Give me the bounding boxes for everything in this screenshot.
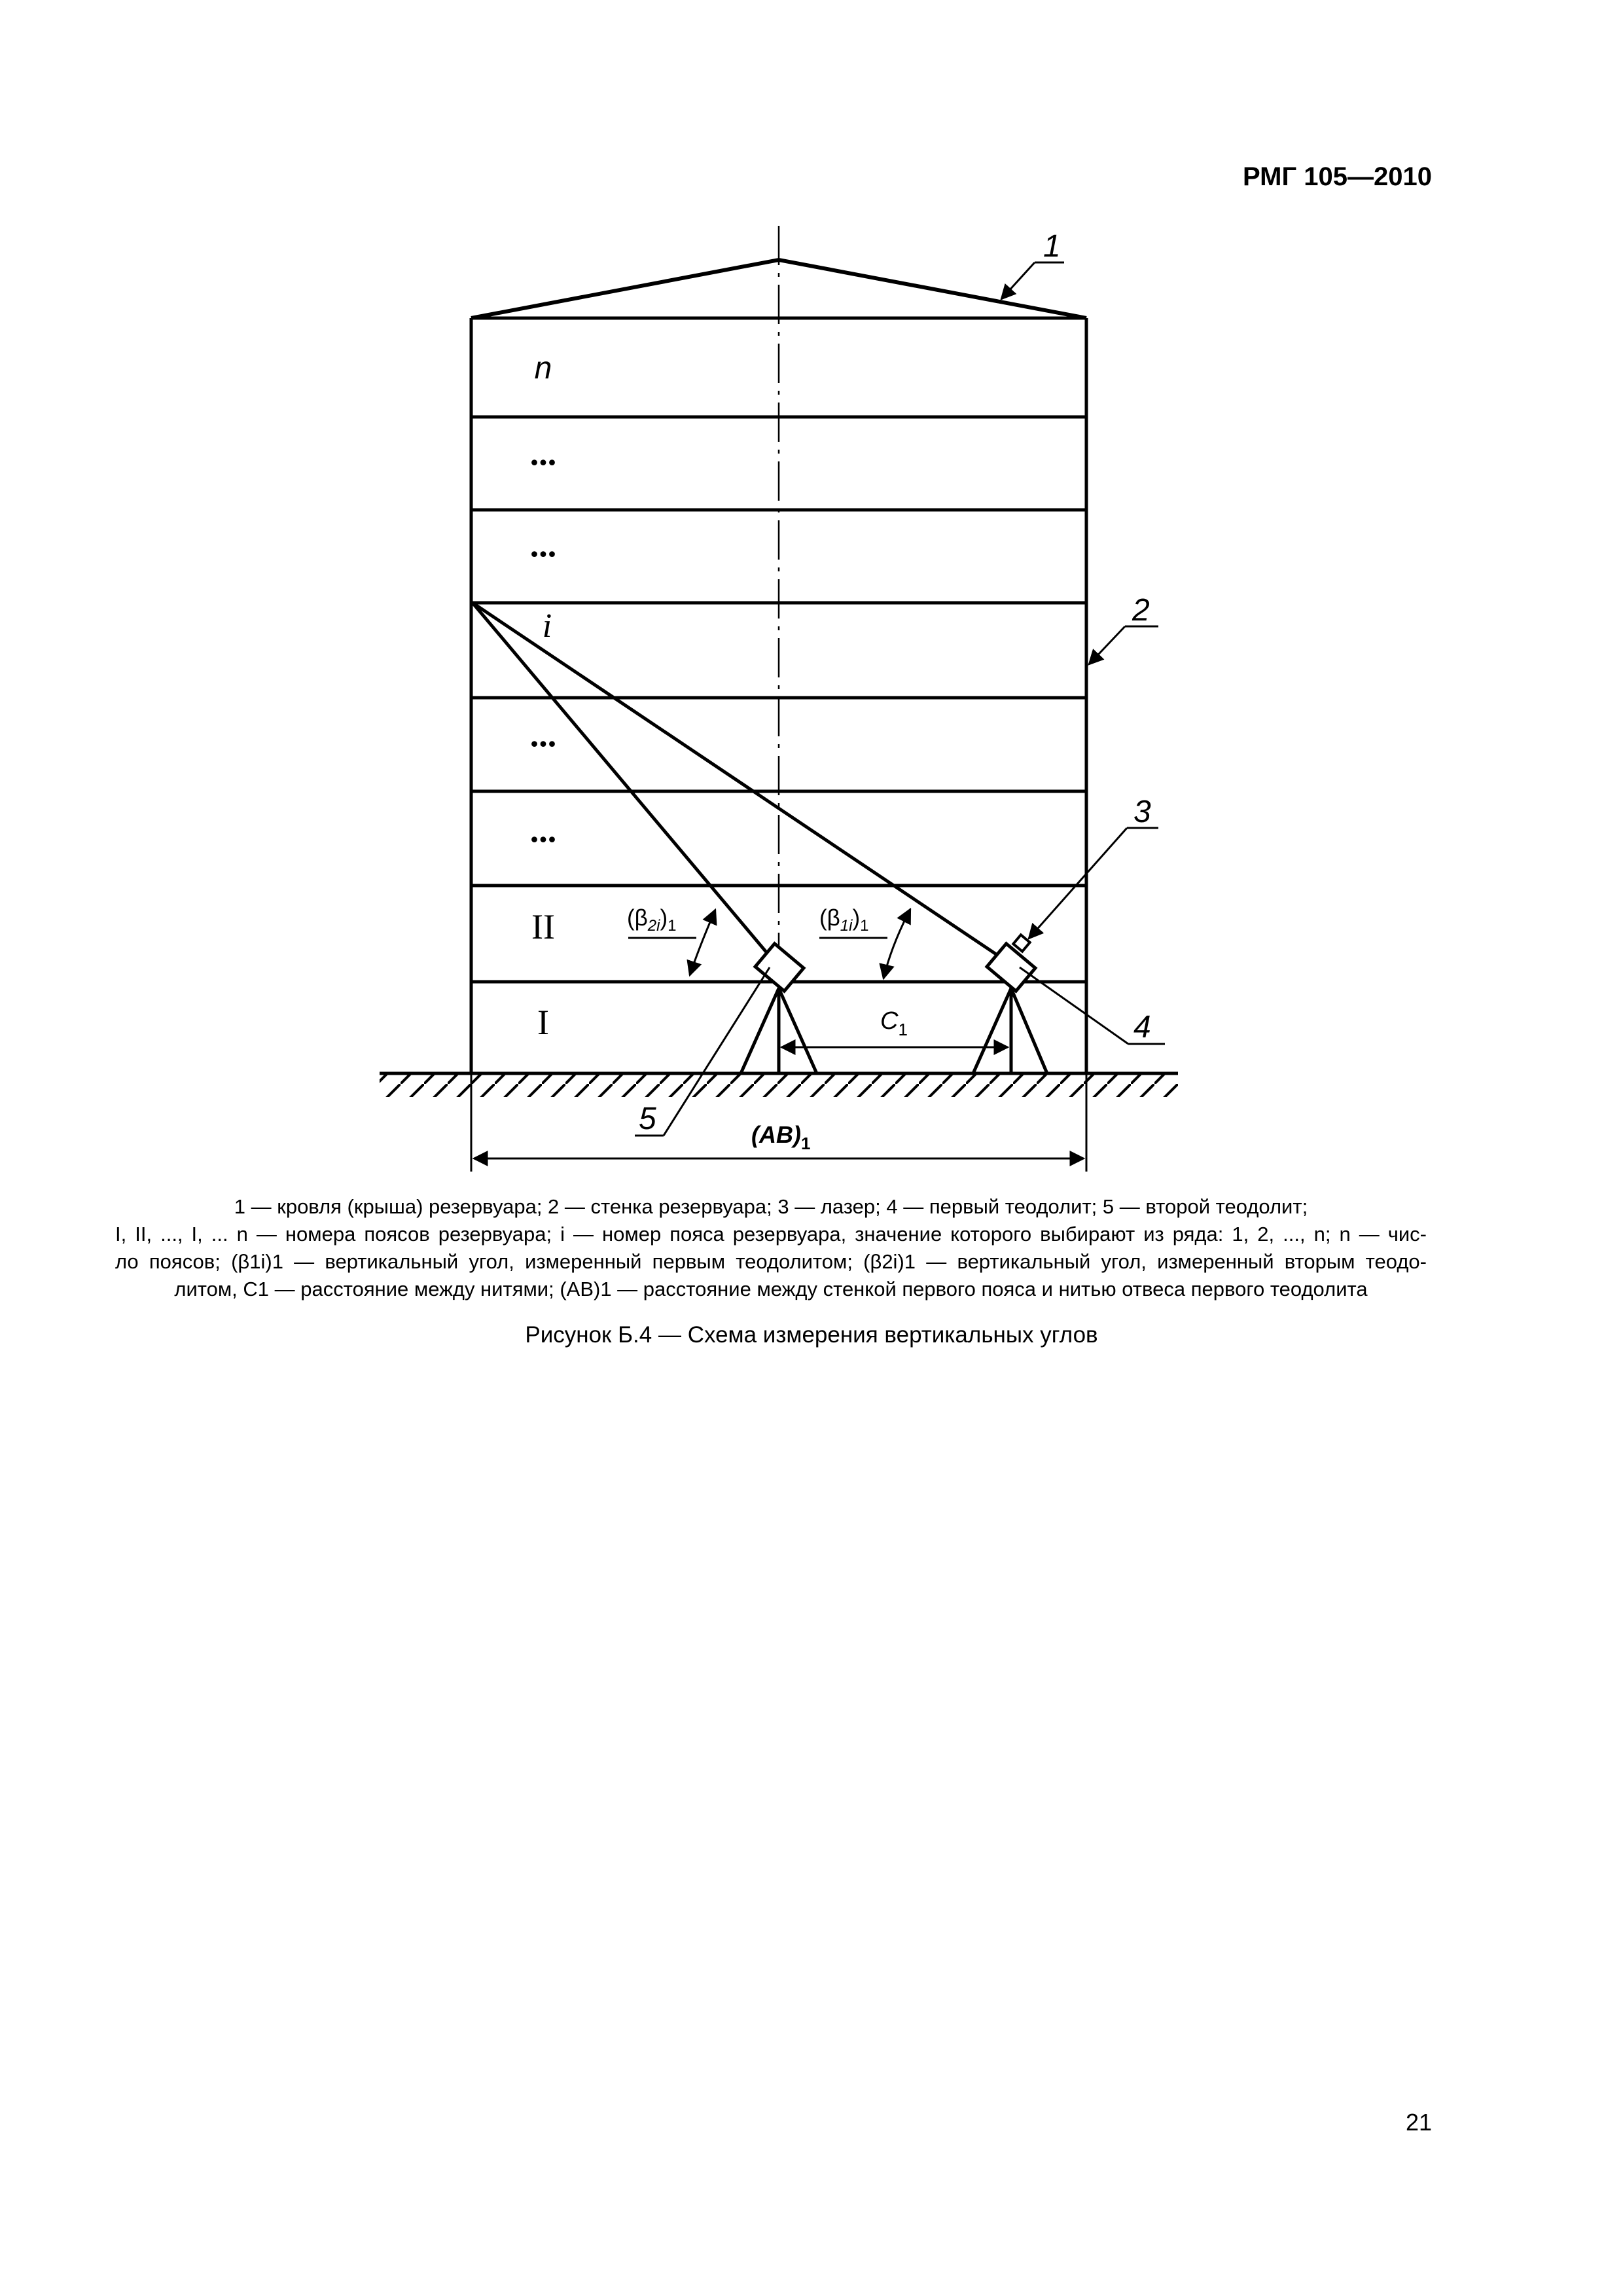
legend-line-2: I, II, ..., I, ... n — номера поясов резервуара; i — номер пояса резервуара, значение которого выбирают из ряда: 1, 2, ..., n; n — чис-: [115, 1223, 1427, 1246]
angle-label-beta1i: $(\beta_{1i})_1$: [819, 905, 869, 935]
belt-label-ii: II: [531, 907, 555, 946]
document-code: РМГ 105—2010: [1243, 162, 1432, 191]
belt-label-n: n: [534, 351, 552, 386]
ground-hatching: [380, 1075, 1178, 1097]
laser: [1013, 935, 1029, 951]
angle-label-beta2i: $(\beta_{2i})_1$: [627, 905, 677, 935]
svg-text:1: 1: [1043, 229, 1061, 264]
legend-line-1: 1 — кровля (крыша) резервуара; 2 — стенка резервуара; 3 — лазер; 4 — первый теодолит; 5 — второй теодолит;: [234, 1195, 1308, 1218]
callout-4: [1020, 967, 1165, 1045]
second-theodolite: [741, 944, 817, 1073]
angle-arc-beta2i: [690, 910, 715, 975]
first-theodolite: [973, 944, 1047, 1073]
dimension-ab-label: $(AB)_1$: [751, 1121, 811, 1153]
dimension-c1-label: $C_1$: [880, 1007, 908, 1039]
svg-text:2: 2: [1132, 593, 1150, 628]
svg-text:4: 4: [1133, 1010, 1151, 1045]
belt-label-dots: ...: [529, 715, 557, 754]
callout-3: [1029, 795, 1158, 939]
callout-2: [1089, 593, 1158, 664]
belt-label-dots: ...: [529, 810, 557, 850]
belt-label-i-roman: I: [537, 1003, 549, 1042]
belt-label-dots: ...: [529, 525, 557, 564]
page-number: 21: [1405, 2109, 1432, 2136]
angle-arc-beta1i: [883, 909, 910, 978]
svg-text:3: 3: [1133, 795, 1151, 829]
sight-line-second-theodolite: [473, 603, 777, 965]
figure-legend: [115, 1193, 1427, 1303]
callout-1: [1001, 229, 1064, 299]
belt-label-dots: ...: [529, 433, 557, 473]
belt-label-i: i: [542, 607, 552, 645]
legend-line-3: ло поясов; (β1i)1 — вертикальный угол, измеренный первым теодолитом; (β2i)1 — вертикальный угол, измеренный вторым теодо-: [115, 1250, 1427, 1273]
svg-text:5: 5: [639, 1102, 656, 1136]
legend-line-4: литом, C1 — расстояние между нитями; (AB)1 — расстояние между стенкой первого пояса и нитью отвеса первого теодолита: [174, 1278, 1368, 1300]
figure-caption: Рисунок Б.4 — Схема измерения вертикальных углов: [525, 1322, 1098, 1348]
